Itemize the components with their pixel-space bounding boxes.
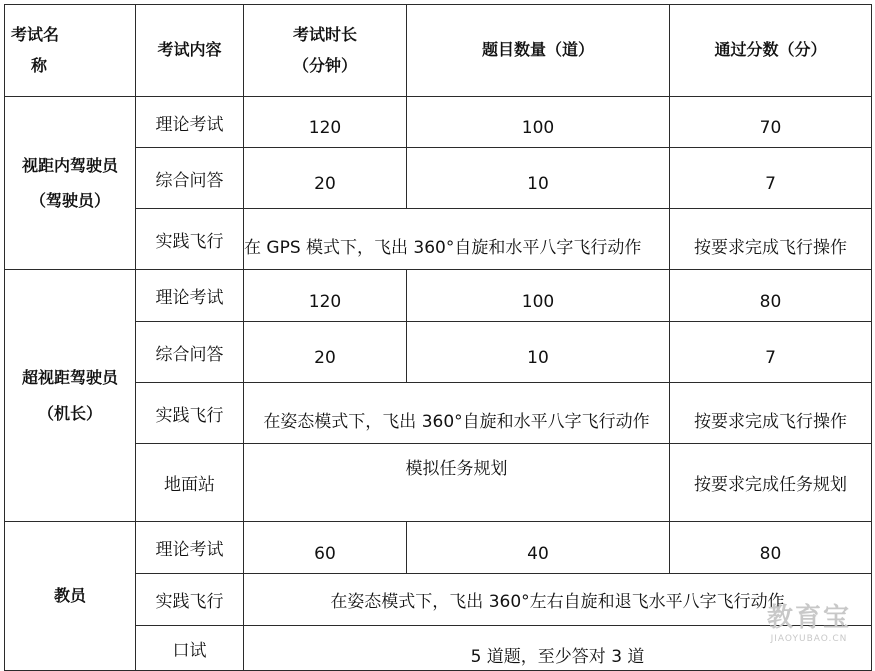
- content-cell: 综合问答: [136, 322, 244, 383]
- score-cell: 80: [670, 522, 872, 574]
- table-row: [5, 444, 872, 522]
- requirement-cell: 模拟任务规划: [244, 444, 670, 522]
- score-cell: 按要求完成飞行操作: [670, 383, 872, 444]
- table-row: [5, 574, 872, 626]
- score-cell: 70: [670, 97, 872, 148]
- table-row: [5, 383, 872, 444]
- requirement-cell: 在姿态模式下，飞出 360°自旋和水平八字飞行动作: [244, 383, 670, 444]
- table-row: [5, 322, 872, 383]
- table-row: [5, 522, 872, 574]
- group-name: 超视距驾驶员 （机长）: [5, 270, 136, 522]
- questions-cell: 40: [407, 522, 670, 574]
- header-duration: 考试时长 （分钟）: [244, 5, 407, 97]
- duration-cell: 20: [244, 148, 407, 209]
- watermark-sub: JIAOYUBAO.CN: [770, 634, 848, 644]
- score-cell: 7: [670, 322, 872, 383]
- exam-table: [4, 4, 872, 671]
- watermark-main: 教育宝: [766, 603, 851, 633]
- duration-cell: 20: [244, 322, 407, 383]
- questions-cell: 100: [407, 97, 670, 148]
- duration-cell: 60: [244, 522, 407, 574]
- content-cell: 实践飞行: [136, 574, 244, 626]
- score-cell: 按要求完成飞行操作: [670, 209, 872, 270]
- content-cell: 实践飞行: [136, 209, 244, 270]
- table-row: [5, 270, 872, 322]
- content-cell: 理论考试: [136, 270, 244, 322]
- score-cell: 7: [670, 148, 872, 209]
- requirement-cell: 5 道题，至少答对 3 道: [244, 626, 872, 671]
- content-cell: 理论考试: [136, 522, 244, 574]
- group-name: 教员: [5, 522, 136, 671]
- group-name: 视距内驾驶员 （驾驶员）: [5, 97, 136, 270]
- content-cell: 理论考试: [136, 97, 244, 148]
- header-pass-score: 通过分数（分）: [670, 5, 872, 97]
- watermark-logo: [767, 597, 851, 644]
- score-cell: 按要求完成任务规划: [670, 444, 872, 522]
- header-exam-name: 考试名 称: [5, 5, 136, 97]
- questions-cell: 10: [407, 148, 670, 209]
- table-row: [5, 97, 872, 148]
- content-cell: 综合问答: [136, 148, 244, 209]
- table-row: [5, 209, 872, 270]
- table-row: [5, 626, 872, 671]
- requirement-cell: 在姿态模式下，飞出 360°左右自旋和退飞水平八字飞行动作: [244, 574, 872, 626]
- header-row: [5, 5, 872, 97]
- content-cell: 地面站: [136, 444, 244, 522]
- content-cell: 口试: [136, 626, 244, 671]
- questions-cell: 10: [407, 322, 670, 383]
- header-content: 考试内容: [136, 5, 244, 97]
- requirement-cell: 在 GPS 模式下，飞出 360°自旋和水平八字飞行动作: [244, 209, 670, 270]
- duration-cell: 120: [244, 270, 407, 322]
- duration-cell: 120: [244, 97, 407, 148]
- table-row: [5, 148, 872, 209]
- questions-cell: 100: [407, 270, 670, 322]
- header-questions: 题目数量（道）: [407, 5, 670, 97]
- score-cell: 80: [670, 270, 872, 322]
- content-cell: 实践飞行: [136, 383, 244, 444]
